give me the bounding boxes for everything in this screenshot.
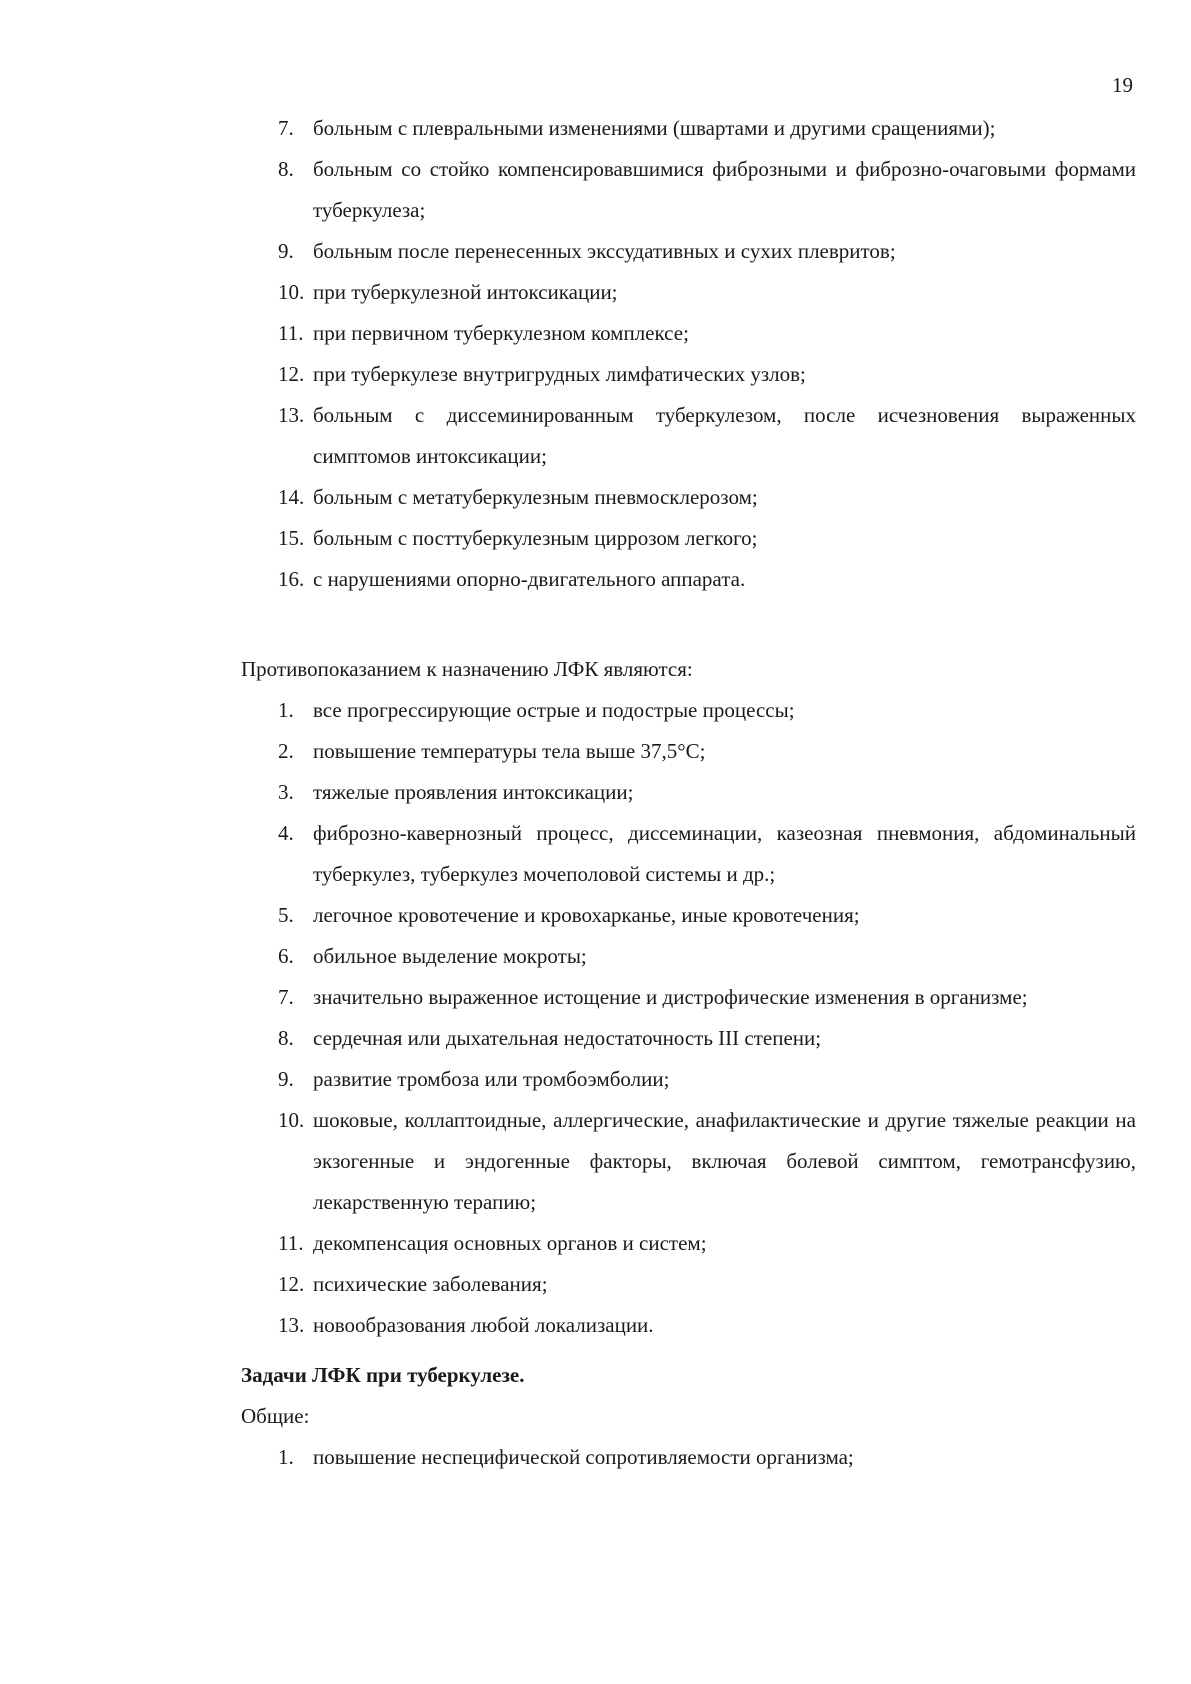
item-number: 6. <box>278 944 294 968</box>
item-text: при первичном туберкулезном комплексе; <box>313 321 689 345</box>
list-item <box>0 1018 1136 1059</box>
item-number: 9. <box>278 239 294 263</box>
item-number: 8. <box>278 1026 294 1050</box>
item-text: больным с диссеминированным туберкулезом, после исчезновения выраженных симптомов интоксикации; <box>313 403 1136 468</box>
list-item <box>0 895 1136 936</box>
item-number: 13. <box>278 1313 305 1337</box>
list-item <box>0 1100 1136 1223</box>
item-number: 1. <box>278 698 294 722</box>
list-item <box>0 313 1136 354</box>
list-item <box>0 149 1136 231</box>
item-text: с нарушениями опорно-двигательного аппарата. <box>313 567 746 591</box>
item-text: сердечная или дыхательная недостаточность III степени; <box>313 1026 822 1050</box>
item-number: 3. <box>278 780 294 804</box>
item-text: больным после перенесенных экссудативных и сухих плевритов; <box>313 239 896 263</box>
list-item <box>0 1437 1136 1478</box>
list-item <box>0 1305 1136 1346</box>
item-text: больным с посттуберкулезным циррозом легкого; <box>313 526 758 550</box>
item-text: больным с метатуберкулезным пневмосклерозом; <box>313 485 758 509</box>
list-item <box>0 977 1136 1018</box>
contraindications-intro: Противопоказанием к назначению ЛФК являются: <box>241 657 693 681</box>
item-text: повышение неспецифической сопротивляемости организма; <box>313 1445 854 1469</box>
item-number: 11. <box>278 321 304 345</box>
contraindications-list <box>0 690 1191 1346</box>
list-item <box>0 518 1136 559</box>
item-number: 2. <box>278 739 294 763</box>
tasks-heading: Задачи ЛФК при туберкулезе. <box>241 1363 525 1387</box>
item-text: при туберкулезной интоксикации; <box>313 280 618 304</box>
item-number: 12. <box>278 362 305 386</box>
list-item <box>0 731 1136 772</box>
item-text: все прогрессирующие острые и подострые процессы; <box>313 698 795 722</box>
general-tasks-list <box>0 1437 1191 1478</box>
list-item <box>0 690 1136 731</box>
page-number: 19 <box>1112 73 1133 97</box>
list-item <box>0 395 1136 477</box>
item-text: новообразования любой локализации. <box>313 1313 654 1337</box>
item-number: 14. <box>278 485 305 509</box>
item-text: легочное кровотечение и кровохарканье, иные кровотечения; <box>313 903 860 927</box>
item-text: обильное выделение мокроты; <box>313 944 587 968</box>
item-number: 7. <box>278 116 294 140</box>
item-number: 16. <box>278 567 305 591</box>
item-text: тяжелые проявления интоксикации; <box>313 780 634 804</box>
item-number: 12. <box>278 1272 305 1296</box>
list-item <box>0 108 1136 149</box>
item-number: 10. <box>278 280 305 304</box>
item-number: 9. <box>278 1067 294 1091</box>
item-number: 11. <box>278 1231 304 1255</box>
item-number: 8. <box>278 157 294 181</box>
list-item <box>0 477 1136 518</box>
item-number: 15. <box>278 526 305 550</box>
list-item <box>0 354 1136 395</box>
item-number: 5. <box>278 903 294 927</box>
list-item <box>0 1223 1136 1264</box>
list-item <box>0 1059 1136 1100</box>
list-item <box>0 813 1136 895</box>
item-number: 7. <box>278 985 294 1009</box>
list-item <box>0 231 1136 272</box>
item-number: 13. <box>278 403 305 427</box>
item-text: шоковые, коллаптоидные, аллергические, анафилактические и другие тяжелые реакции на экзогенные и эндогенные факторы, включая болевой симптом, гемотрансфузию, лекарственную терапию; <box>313 1108 1136 1214</box>
item-text: повышение температуры тела выше 37,5°С; <box>313 739 706 763</box>
list-item <box>0 1264 1136 1305</box>
general-label: Общие: <box>241 1404 310 1428</box>
item-text: больным с плевральными изменениями (швартами и другими сращениями); <box>313 116 996 140</box>
item-text: психические заболевания; <box>313 1272 548 1296</box>
item-text: фиброзно-кавернозный процесс, диссеминации, казеозная пневмония, абдоминальный туберкулез, туберкулез мочеполовой системы и др.; <box>313 821 1136 886</box>
item-text: декомпенсация основных органов и систем; <box>313 1231 707 1255</box>
item-number: 1. <box>278 1445 294 1469</box>
list-item <box>0 772 1136 813</box>
list-item <box>0 559 1136 600</box>
list-item <box>0 936 1136 977</box>
item-text: значительно выраженное истощение и дистрофические изменения в организме; <box>313 985 1028 1009</box>
indications-list <box>0 108 1191 600</box>
item-number: 4. <box>278 821 294 845</box>
item-text: больным со стойко компенсировавшимися фиброзными и фиброзно-очаговыми формами туберкулеза; <box>313 157 1136 222</box>
item-text: при туберкулезе внутригрудных лимфатических узлов; <box>313 362 806 386</box>
item-number: 10. <box>278 1108 305 1132</box>
list-item <box>0 272 1136 313</box>
item-text: развитие тромбоза или тромбоэмболии; <box>313 1067 670 1091</box>
